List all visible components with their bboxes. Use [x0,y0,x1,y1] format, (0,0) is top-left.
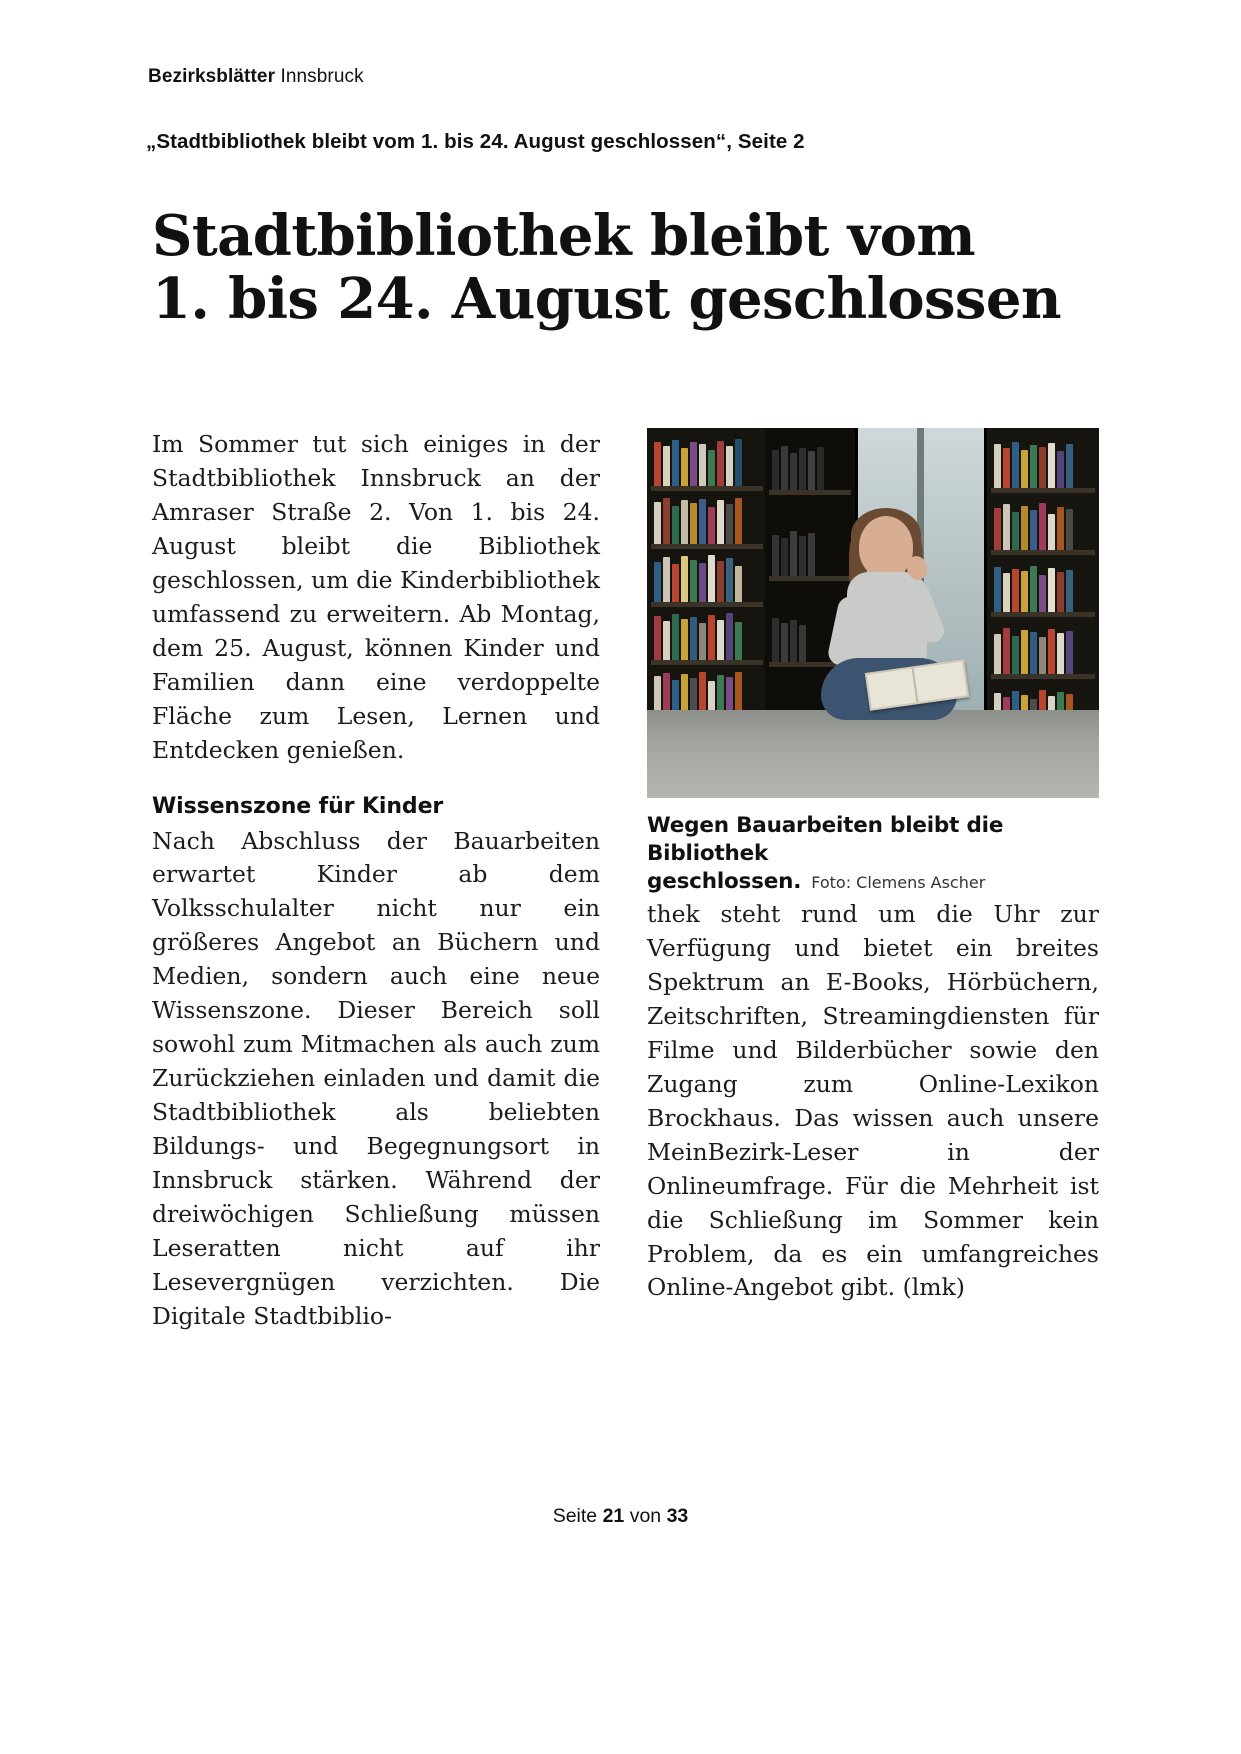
photo-caption [647,812,1099,896]
publication-name: Bezirksblätter [148,66,276,87]
column-left [152,428,600,1334]
page-title [152,205,1092,330]
footer-middle: von [629,1505,662,1527]
photo-credit: Foto: Clemens Ascher [811,872,986,892]
article-subheading: Wissenszone für Kinder [152,793,444,819]
library-photo [647,428,1099,798]
child-reading-figure [815,516,965,746]
bookshelf-left [647,428,770,720]
article-source-reference: „Stadtbibliothek bleibt vom 1. bis 24. August geschlossen“, Seite 2 [146,130,805,153]
publication-region: Innsbruck [280,66,364,87]
article-body-right: thek steht rund um die Uhr zur Verfügung und bietet ein breites Spektrum an E-Books, Hörbüchern, Zeitschriften, Streamingdiensten für Filme und Bilderbücher sowie den Zugang zum Online-Lexikon Brockhaus. Das wissen auch unsere MeinBezirk-Leser in der Onlineumfrage. Für die Mehrheit ist die Schließung im Sommer kein Problem, da es ein umfangreiches Online-Angebot gibt. (lmk) [647,900,1099,1302]
article-headline-block [152,205,1092,330]
article-lead-paragraph: Im Sommer tut sich einiges in der Stadtbibliothek Innsbruck an der Amraser Straße 2. Von 1. bis 24. August bleibt die Bibliothek geschlossen, um die Kinderbibliothek umfassend zu erweitern. Ab Montag, dem 25. August, können Kinder und Familien dann eine verdoppelte Fläche zum Lesen, Lernen und Entdecken genießen. [152,430,600,764]
running-head [148,66,364,88]
headline-line-1: Stadtbibliothek bleibt vom [152,203,976,269]
headline-line-2: 1. bis 24. August geschlossen [152,265,1062,332]
article-photo-block [647,428,1099,896]
footer-total-pages: 33 [666,1505,689,1527]
article-body-left: Nach Abschluss der Bauarbeiten erwartet Kinder ab dem Volksschulalter nicht nur ein größeres Angebot an Büchern und Medien, sondern auch eine neue Wissenszone. Dieser Bereich soll sowohl zum Mitmachen als auch zum Zurückziehen einladen und damit die Stadtbibliothek als beliebten Bildungs- und Begegnungsort in Innsbruck stärken. Während der dreiwöchigen Schließung müssen Leseratten nicht auf ihr Lesevergnügen verzichten. Die Digitale Stadtbiblio- [152,826,600,1330]
bookshelf-right [984,428,1099,720]
footer-page-number: 21 [602,1505,625,1527]
page-footer [0,1505,1241,1528]
photo-caption-text: Wegen Bauarbeiten bleibt die Bibliothek geschlossen. [647,813,1004,894]
column-right [647,898,1099,1305]
footer-prefix: Seite [552,1505,598,1527]
